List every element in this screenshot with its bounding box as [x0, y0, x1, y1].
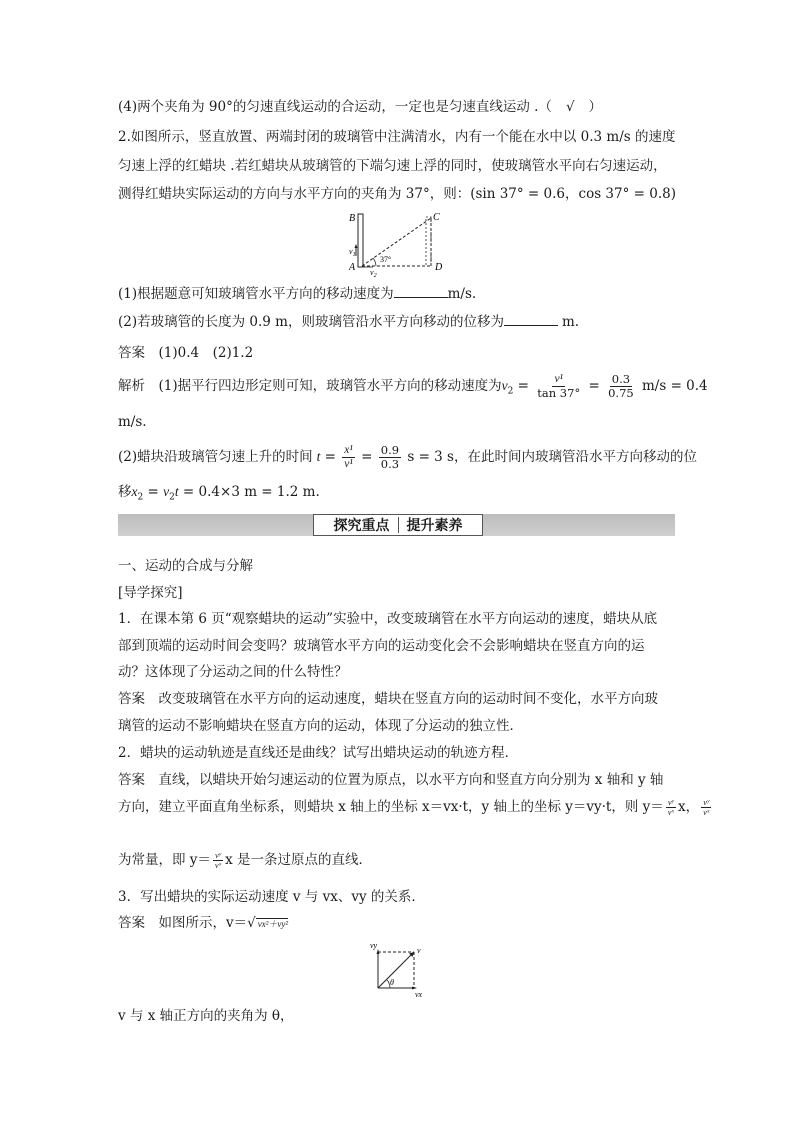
label-A: A — [349, 262, 356, 273]
a1-line2: 璃管的运动不影响蜡块在竖直方向的运动，体现了分运动的独立性． — [118, 718, 523, 734]
q2-analysis-2b: 移$x_2 = v_2t = 0.4\times 3$ m = 1.2 m. — [118, 484, 320, 503]
section-tag: [导学探究] — [118, 585, 183, 601]
p1-line2: 部到顶端的运动时间会变吗？玻璃管水平方向的运动变化会不会影响蜡块在竖直方向的运 — [118, 638, 645, 654]
a2-line2: 方向，建立平面直角坐标系，则蜡块 x 轴上的坐标 x＝vx·t，y 轴上的坐标 y＝vy·t，则 y＝ $\frac{\text{vʸ}}{\text{vˣ}}$ x， $\frac{\text{vʸ}}{\text{vˣ}}$ — [118, 797, 710, 817]
q2-sub2: (2)若玻璃管的长度为 0.9 m，则玻璃管沿水平方向移动的位移为 m. — [118, 314, 580, 330]
glass-tube-figure — [340, 208, 460, 278]
label-v1: $v_1$ — [349, 247, 356, 258]
label-vy: vy — [370, 941, 378, 950]
label-angle: 37° — [380, 255, 392, 264]
p2-line: 2．蜡块的运动轨迹是直线还是曲线？试写出蜡块运动的轨迹方程． — [118, 745, 519, 761]
label-C: C — [433, 212, 440, 223]
dashed-hypotenuse — [362, 218, 431, 266]
q4-line: (4)两个夹角为 90°的匀速直线运动的合运动，一定也是匀速直线运动 .（ √ ） — [118, 99, 603, 115]
section-heading: 一、运动的合成与分解 — [118, 558, 253, 574]
p1-line3: 动？这体现了分运动之间的什么特性？ — [118, 664, 348, 680]
a2-line1: 答案 直线，以蜡块开始匀速运动的位置为原点，以水平方向和竖直方向分别为 x 轴和 y 轴 — [118, 772, 664, 788]
q2-analysis-2: (2)蜡块沿玻璃管匀速上升的时间 t = $\frac{\text{x¹}}{\text{v¹}}$ = $\frac{0.9}{0.3}$ s = 3 s，在此时间内玻璃管沿水平方向移动的位 — [118, 443, 697, 471]
q2-line2: 匀速上浮的红蜡块 .若红蜡块从玻璃管的下端匀速上浮的同时，使玻璃管水平向右匀速运动， — [118, 158, 667, 174]
section-banner-title: 探究重点 提升素养 — [313, 514, 483, 536]
answer-blank-2[interactable] — [504, 313, 558, 326]
q2-analysis-1b: m/s. — [118, 414, 147, 430]
q2-line1: 2.如图所示，竖直放置、两端封闭的玻璃管中注满清水，内有一个能在水中以 0.3 m/s 的速度 — [118, 129, 676, 145]
q2-sub1: (1)根据题意可知玻璃管水平方向的移动速度为 m/s. — [118, 286, 477, 302]
answer-blank-1[interactable] — [394, 285, 448, 298]
q2-line3: 测得红蜡块实际运动的方向与水平方向的夹角为 37°，则：(sin 37° = 0.6，cos 37° = 0.8) — [118, 186, 676, 202]
label-D: D — [435, 262, 443, 273]
p3-line: 3．写出蜡块的实际运动速度 v 与 vx、vy 的关系． — [118, 889, 425, 905]
glass-tube — [358, 214, 363, 267]
last-line: v 与 x 轴正方向的夹角为 θ， — [118, 1008, 294, 1024]
velocity-decomposition-figure — [366, 938, 436, 998]
a3-line: 答案 如图所示，v＝√ vx²＋vy² — [118, 915, 289, 931]
p1-line1: 1．在课本第 6 页“观察蜡块的运动”实验中，改变玻璃管在水平方向运动的速度，蜡块从底 — [118, 611, 658, 627]
q4-check: √ — [565, 99, 575, 115]
label-vx: vx — [415, 990, 423, 998]
q4-text: (4)两个夹角为 90°的匀速直线运动的合运动，一定也是匀速直线运动 .（ — [118, 99, 552, 115]
a1-line1: 答案 改变玻璃管在水平方向的运动速度，蜡块在竖直方向的运动时间不变化，水平方向玻 — [118, 691, 658, 707]
a2-line3: 为常量，即 y＝ $\frac{\text{vʸ}}{\text{vˣ}}$ x 是一条过原点的直线． — [118, 850, 372, 870]
label-v2: $v_2$ — [370, 268, 377, 278]
q2-analysis-1: 解析 (1)据平行四边形定则可知，玻璃管水平方向的移动速度为$v_2$ = $\frac{\text{v¹}}{\tan 37^\circ}$ = $\frac{0.3}{0.75}$ m/s = 0.4 — [118, 372, 708, 400]
q2-answer: 答案 (1)0.4 (2)1.2 — [118, 345, 254, 361]
label-B: B — [349, 213, 356, 224]
label-theta: θ — [390, 978, 394, 987]
label-v: v — [417, 946, 421, 955]
